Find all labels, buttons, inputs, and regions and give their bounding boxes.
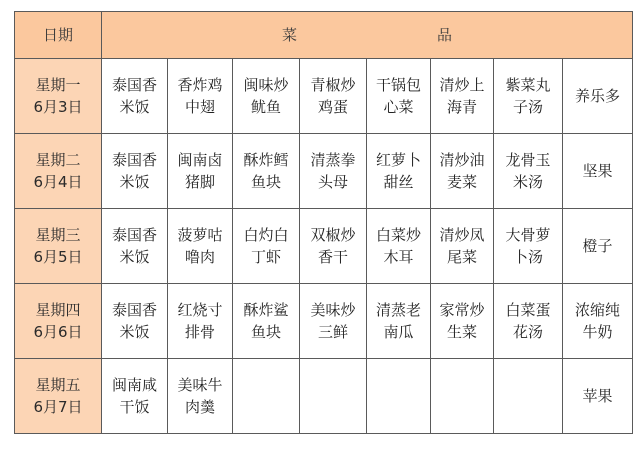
dish-cell [233, 134, 300, 209]
menu-day-row [15, 134, 633, 209]
dish-name-line: 麦菜 [446, 173, 477, 191]
header-row [15, 12, 633, 59]
date-cell [15, 284, 102, 359]
dish-name-line: 清炒油 [439, 151, 485, 169]
dish-name-line: 双椒炒 [310, 226, 356, 244]
dish-name-line: 海青 [446, 98, 477, 116]
dish-cell [367, 209, 431, 284]
extra-item-cell [563, 59, 633, 134]
dish-name-line: 丁虾 [250, 248, 281, 266]
dish-cell [102, 59, 168, 134]
dish-cell [431, 59, 494, 134]
date-column-header: 日期 [15, 12, 102, 59]
dish-name-line: 心菜 [383, 98, 414, 116]
dish-cell [367, 59, 431, 134]
dish-name-line: 青椒炒 [310, 76, 356, 94]
dish-name-line: 酥炸鳕 [243, 151, 289, 169]
dish-cell [431, 134, 494, 209]
dish-cell [233, 284, 300, 359]
dish-name-line: 白灼白 [243, 226, 289, 244]
dish-name-line: 泰国香 [111, 151, 157, 169]
date-label: 6月4日 [33, 173, 83, 191]
dish-name-line: 泰国香 [111, 226, 157, 244]
dish-name-line: 紫菜丸 [505, 76, 551, 94]
dish-name-line: 闽南卤 [177, 151, 223, 169]
dishes-header-char-2: 品 [437, 26, 453, 44]
dish-name-line: 清炒凤 [439, 226, 485, 244]
dish-name-line: 花汤 [512, 323, 543, 341]
dish-name-line: 排骨 [184, 323, 215, 341]
extra-item-line: 橙子 [582, 237, 613, 255]
dish-name-line: 闽味炒 [243, 76, 289, 94]
date-label: 6月3日 [33, 98, 83, 116]
dish-cell [367, 284, 431, 359]
date-cell [15, 359, 102, 434]
weekday-label: 星期三 [35, 226, 81, 244]
dish-cell [102, 284, 168, 359]
dish-cell [431, 209, 494, 284]
dish-name-line: 红萝卜 [375, 151, 421, 169]
dish-cell [431, 284, 494, 359]
dishes-column-header [102, 12, 633, 59]
dish-name-line: 清蒸拳 [310, 151, 356, 169]
weekday-label: 星期一 [35, 76, 81, 94]
dish-name-line: 中翅 [184, 98, 215, 116]
dish-name-line: 猪脚 [184, 173, 215, 191]
dish-cell [300, 134, 367, 209]
dish-name-line: 白菜炒 [375, 226, 421, 244]
dish-cell [102, 359, 168, 434]
date-label: 6月5日 [33, 248, 83, 266]
dish-name-line: 龙骨玉 [505, 151, 551, 169]
dish-cell [431, 359, 494, 434]
dish-name-line: 噜肉 [184, 248, 215, 266]
dish-name-line: 泰国香 [111, 76, 157, 94]
dish-cell [168, 284, 233, 359]
dish-cell [168, 134, 233, 209]
dish-cell [494, 134, 563, 209]
menu-day-row [15, 59, 633, 134]
dish-name-line: 鱼块 [250, 323, 281, 341]
dish-name-line: 头母 [317, 173, 348, 191]
dish-name-line: 南瓜 [383, 323, 414, 341]
dish-name-line: 美味牛 [177, 376, 223, 394]
dish-cell [233, 209, 300, 284]
dish-name-line: 米饭 [119, 248, 150, 266]
dish-name-line: 鱼块 [250, 173, 281, 191]
dish-name-line: 三鲜 [317, 323, 348, 341]
dish-name-line: 干饭 [119, 398, 150, 416]
weekday-label: 星期五 [35, 376, 81, 394]
dish-cell [494, 359, 563, 434]
date-label: 6月6日 [33, 323, 83, 341]
dish-name-line: 红烧寸 [177, 301, 223, 319]
dish-name-line: 清蒸老 [375, 301, 421, 319]
extra-item-line: 牛奶 [582, 323, 613, 341]
dish-name-line: 尾菜 [446, 248, 477, 266]
dish-name-line: 家常炒 [439, 301, 485, 319]
dish-cell [300, 284, 367, 359]
dish-cell [102, 134, 168, 209]
dish-name-line: 甜丝 [383, 173, 414, 191]
dish-name-line: 米饭 [119, 323, 150, 341]
dishes-header-char-1: 菜 [282, 26, 298, 44]
dish-name-line: 干锅包 [375, 76, 421, 94]
dish-name-line: 香干 [317, 248, 348, 266]
dish-name-line: 生菜 [446, 323, 477, 341]
extra-item-line: 养乐多 [575, 87, 621, 105]
extra-item-line: 浓缩纯 [575, 301, 621, 319]
extra-item-cell [563, 359, 633, 434]
extra-item-line: 苹果 [582, 387, 613, 405]
dish-name-line: 闽南咸 [111, 376, 157, 394]
dish-cell [233, 359, 300, 434]
dish-cell [494, 59, 563, 134]
dish-name-line: 菠萝咕 [177, 226, 223, 244]
dish-name-line: 卜汤 [512, 248, 543, 266]
dish-cell [233, 59, 300, 134]
dish-name-line: 米饭 [119, 98, 150, 116]
dish-name-line: 米饭 [119, 173, 150, 191]
dish-name-line: 白菜蛋 [505, 301, 551, 319]
weekly-menu-table [14, 11, 633, 434]
dish-name-line: 清炒上 [439, 76, 485, 94]
date-cell [15, 134, 102, 209]
menu-day-row [15, 209, 633, 284]
weekday-label: 星期四 [35, 301, 81, 319]
dish-cell [367, 134, 431, 209]
date-label: 6月7日 [33, 398, 83, 416]
dish-cell [300, 59, 367, 134]
dish-name-line: 酥炸鲨 [243, 301, 289, 319]
dish-name-line: 美味炒 [310, 301, 356, 319]
dish-cell [168, 359, 233, 434]
extra-item-cell [563, 134, 633, 209]
dish-name-line: 泰国香 [111, 301, 157, 319]
dish-cell [168, 209, 233, 284]
menu-day-row [15, 359, 633, 434]
extra-item-cell [563, 209, 633, 284]
date-cell [15, 209, 102, 284]
dish-cell [168, 59, 233, 134]
dish-name-line: 木耳 [383, 248, 414, 266]
dish-name-line: 子汤 [512, 98, 543, 116]
dish-name-line: 鸡蛋 [317, 98, 348, 116]
dish-cell [494, 284, 563, 359]
dish-cell [367, 359, 431, 434]
dish-cell [300, 359, 367, 434]
dish-cell [102, 209, 168, 284]
dish-name-line: 香炸鸡 [177, 76, 223, 94]
dish-cell [494, 209, 563, 284]
dish-cell [300, 209, 367, 284]
dish-name-line: 大骨萝 [505, 226, 551, 244]
weekday-label: 星期二 [35, 151, 81, 169]
dish-name-line: 鱿鱼 [250, 98, 281, 116]
dish-name-line: 肉羹 [184, 398, 215, 416]
menu-day-row [15, 284, 633, 359]
date-cell [15, 59, 102, 134]
dish-name-line: 米汤 [512, 173, 543, 191]
extra-item-line: 坚果 [582, 162, 613, 180]
extra-item-cell [563, 284, 633, 359]
